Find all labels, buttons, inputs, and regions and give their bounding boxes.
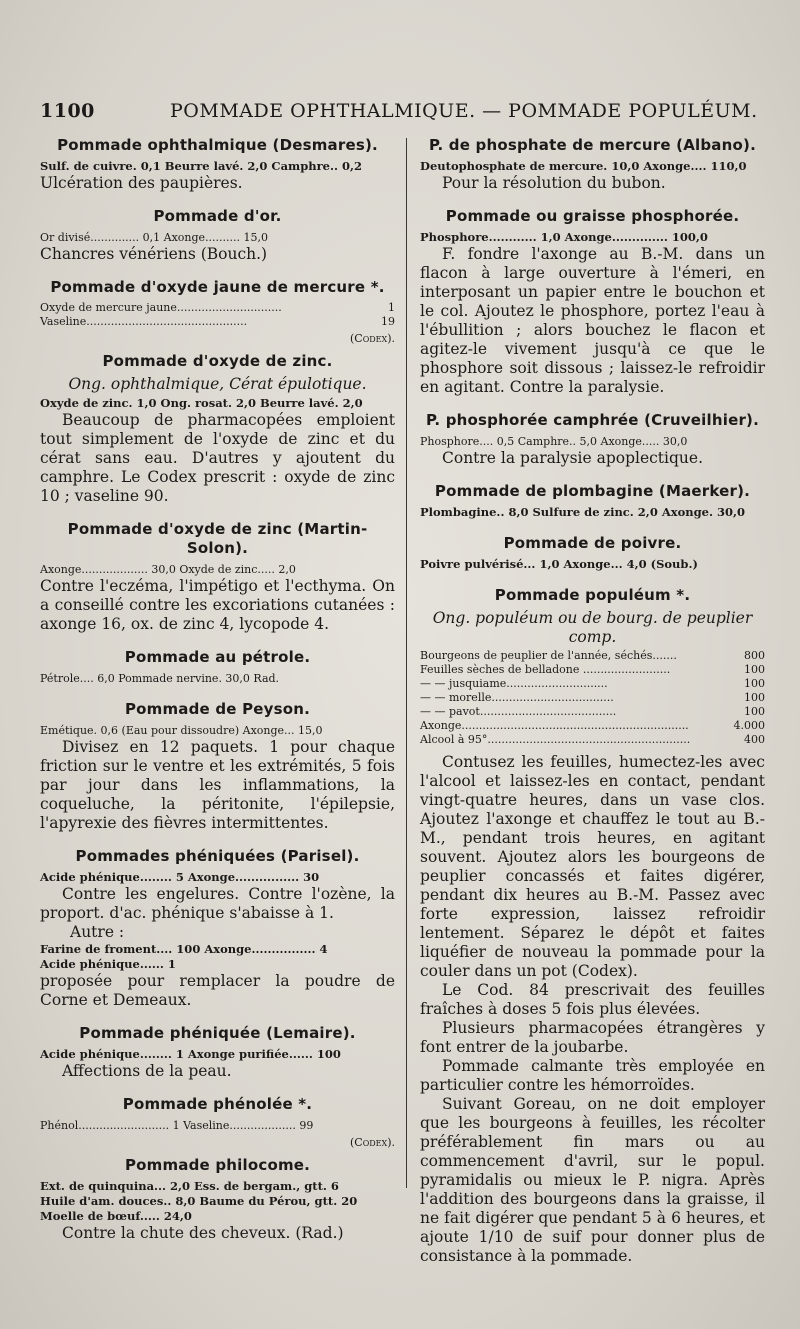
body-text: Pommade calmante très employée en particulier contre les hémorroïdes. <box>420 1057 765 1094</box>
formula-row <box>420 691 765 705</box>
quantity: 1 <box>388 301 395 314</box>
entry-title: Pommade d'oxyde jaune de mercure *. <box>50 278 385 296</box>
body-text: Plusieurs pharmacopées étrangères y font entrer de la joubarbe. <box>420 1019 765 1056</box>
usage-text: Affections de la peau. <box>62 1062 232 1080</box>
body-text: Contusez les feuilles, humectez-les avec l'alcool et laissez-les en contact, pendant vingt-quatre heures, dans un vase clos. Ajoutez l'axonge et chauffez le tout au B.-M., pendant trois heures, en agitant souvent. Ajoutez alors les bourgeons de peuplier concassés et faites digérer, pendant dix heures au B.-M. Passez avec forte expression, laissez refroidir lentement. Séparez le dépôt et faites liquéfier de nouveau la pommade pour la couler dans un pot (Codex). <box>420 753 765 980</box>
entry-philocome <box>40 1156 395 1243</box>
entry-title: Pommade d'oxyde de zinc. <box>102 352 333 370</box>
ingredient: Bourgeons de peuplier de l'année, séchés....... <box>420 649 677 662</box>
entry-subtitle: Ong. ophthalmique, Cérat épulotique. <box>68 375 367 393</box>
entry-oxyde-jaune <box>40 278 395 348</box>
formula: Axonge................... 30,0 Oxyde de zinc..... 2,0 <box>40 563 296 576</box>
ingredient: — — morelle................................... <box>420 691 614 704</box>
formula: Acide phénique........ 5 Axonge................ 30 <box>40 870 320 884</box>
entry-title: P. de phosphate de mercure (Albano). <box>429 136 756 154</box>
entry-martin-solon <box>40 520 395 634</box>
entry-title: Pommade d'or. <box>153 207 282 225</box>
entry-title: P. phosphorée camphrée (Cruveilhier). <box>425 411 760 429</box>
entry-title: Pommade phéniquée (Lemaire). <box>79 1024 356 1042</box>
formula: Poivre pulvérisé... 1,0 Axonge... 4,0 (Soub.) <box>420 557 698 571</box>
ingredient: Feuilles sèches de belladone ......................... <box>420 663 671 676</box>
entry-populeum <box>420 586 765 1266</box>
body-text: Beaucoup de pharmacopées emploient tout simplement de l'oxyde de zinc et du cérat sans eau. D'autres y ajoutent du camphre. Le Codex prescrit : oxyde de zinc 10 ; vaseline 90. <box>40 411 395 505</box>
entry-title: Pommade de plombagine (Maerker). <box>434 482 751 500</box>
ingredient: — — jusquiame............................. <box>420 677 608 690</box>
formula-table <box>420 649 765 747</box>
formula-row <box>40 315 395 329</box>
entry-zinc <box>40 352 395 506</box>
quantity: 19 <box>381 315 395 328</box>
formula-row <box>420 719 765 733</box>
usage-text: Chancres vénériens (Bouch.) <box>40 245 268 263</box>
formula: Or divisé.............. 0,1 Axonge.......... 15,0 <box>40 231 269 244</box>
quantity: 100 <box>744 663 765 676</box>
formula-row <box>420 663 765 677</box>
usage-text: Ulcération des paupières. <box>40 174 243 192</box>
formula-table <box>40 301 395 329</box>
entry-subtitle: Ong. populéum ou de bourg. de peuplier comp. <box>432 609 753 646</box>
quantity: 100 <box>744 691 765 704</box>
entry-petrole <box>40 648 395 686</box>
ingredient: — — pavot....................................... <box>420 705 617 718</box>
formula: Acide phénique...... 1 <box>40 957 176 971</box>
formula: Ext. de quinquina... 2,0 Ess. de bergam., gtt. 6 <box>40 1179 339 1193</box>
body-text: F. fondre l'axonge au B.-M. dans un flacon à large ouverture à l'émeri, en interposant un papier entre le bouchon et le col. Ajoutez le phosphore, portez l'eau à l'ébullition ; alors bouchez le flacon et agitez-le vivement jusqu'à ce que le phosphore soit dissous ; laissez-le refroidir en agitant. Contre la paralysie. <box>420 245 765 396</box>
entry-title: Pommade de poivre. <box>503 534 682 552</box>
ingredient: Oxyde de mercure jaune.............................. <box>40 301 282 314</box>
body-text: Divisez en 12 paquets. 1 pour chaque friction sur le ventre et les extrémités, 5 fois par jour dans les inflammations, la coqueluche, la péritonite, l'épilepsie, l'apyrexie des fièvres intermittentes. <box>40 738 395 832</box>
source-note: (Codex). <box>349 332 395 345</box>
body-text: proposée pour remplacer la poudre de Corne et Demeaux. <box>40 972 395 1009</box>
entry-poivre <box>420 534 765 572</box>
formula: Plombagine.. 8,0 Sulfure de zinc. 2,0 Axonge. 30,0 <box>420 505 746 519</box>
entry-title: Pommade d'oxyde de zinc (Martin-Solon). <box>67 520 368 557</box>
quantity: 4.000 <box>733 719 765 732</box>
left-column <box>40 134 395 1243</box>
quantity: 400 <box>744 733 765 746</box>
page-number: 1100 <box>40 100 95 122</box>
formula-row <box>40 301 395 315</box>
entry-lemaire <box>40 1024 395 1081</box>
body-text: Le Cod. 84 prescrivait des feuilles fraîches à doses 5 fois plus élevées. <box>420 981 765 1018</box>
entry-maerker <box>420 482 765 520</box>
entry-title: Pommade au pétrole. <box>124 648 311 666</box>
entry-desmares <box>40 136 395 193</box>
formula: Farine de froment.... 100 Axonge................ 4 <box>40 942 328 956</box>
entry-title: Pommade ophthalmique (Desmares). <box>57 136 378 154</box>
quantity: 100 <box>744 705 765 718</box>
formula-row <box>420 677 765 691</box>
entry-peyson <box>40 700 395 833</box>
entry-or <box>40 207 395 264</box>
body-text: Contre l'eczéma, l'impétigo et l'ecthyma. On a conseillé contre les excoriations cutanées : axonge 16, ox. de zinc 4, lycopode 4. <box>40 577 395 633</box>
entry-title: Pommades phéniquées (Parisel). <box>75 847 360 865</box>
page-header <box>40 100 780 130</box>
ingredient: Alcool à 95°.......................................................... <box>420 733 691 746</box>
running-title: POMMADE OPHTHALMIQUE. — POMMADE POPULÉUM. <box>170 100 758 122</box>
column-divider <box>406 138 407 1188</box>
entry-title: Pommade phénolée *. <box>122 1095 313 1113</box>
formula: Sulf. de cuivre. 0,1 Beurre lavé. 2,0 Camphre.. 0,2 <box>40 159 362 173</box>
entry-title: Pommade philocome. <box>124 1156 311 1174</box>
formula: Phénol.......................... 1 Vaseline................... 99 <box>40 1119 314 1132</box>
formula: Emétique. 0,6 (Eau pour dissoudre) Axonge... 15,0 <box>40 724 323 737</box>
variant-label: Autre : <box>70 923 125 941</box>
right-column <box>420 134 765 1266</box>
formula: Oxyde de zinc. 1,0 Ong. rosat. 2,0 Beurre lavé. 2,0 <box>40 396 363 410</box>
formula-row <box>420 733 765 747</box>
entry-title: Pommade populéum *. <box>494 586 691 604</box>
formula: Phosphore............ 1,0 Axonge.............. 100,0 <box>420 230 708 244</box>
ingredient: Axonge................................................................. <box>420 719 689 732</box>
quantity: 100 <box>744 677 765 690</box>
ingredient: Vaseline.............................................. <box>40 315 248 328</box>
entry-title: Pommade ou graisse phosphorée. <box>445 207 740 225</box>
entry-phenolee <box>40 1095 395 1152</box>
formula-row <box>420 705 765 719</box>
source-note: (Codex). <box>349 1136 395 1149</box>
formula: Moelle de bœuf..... 24,0 <box>40 1209 192 1223</box>
entry-phosphoree <box>420 207 765 397</box>
entry-cruveilhier <box>420 411 765 468</box>
formula: Huile d'am. douces.. 8,0 Baume du Pérou, gtt. 20 <box>40 1194 358 1208</box>
formula: Deutophosphate de mercure. 10,0 Axonge.... 110,0 <box>420 159 747 173</box>
entry-title: Pommade de Peyson. <box>124 700 311 718</box>
usage-text: Contre la chute des cheveux. (Rad.) <box>62 1224 344 1242</box>
entry-albano <box>420 136 765 193</box>
quantity: 800 <box>744 649 765 662</box>
formula: Acide phénique........ 1 Axonge purifiée...... 100 <box>40 1047 341 1061</box>
body-text: Suivant Goreau, on ne doit employer que les bourgeons à feuilles, les récolter préférablement fin mars ou au commencement d'avril, sur le popul. pyramidalis ou mieux le P. nigra. Après l'addition des bourgeons dans la graisse, il ne fait digérer que pendant 5 à 6 heures, et ajoute 1/10 de suif pour donner plus de consistance à la pommade. <box>420 1095 765 1265</box>
formula-row <box>420 649 765 663</box>
formula: Pétrole.... 6,0 Pommade nervine. 30,0 Rad. <box>40 672 280 685</box>
body-text: Contre les engelures. Contre l'ozène, la proport. d'ac. phénique s'abaisse à 1. <box>40 885 395 922</box>
formula: Phosphore.... 0,5 Camphre.. 5,0 Axonge..... 30,0 <box>420 435 688 448</box>
entry-parisel <box>40 847 395 1010</box>
usage-text: Pour la résolution du bubon. <box>442 174 666 192</box>
usage-text: Contre la paralysie apoplectique. <box>442 449 703 467</box>
